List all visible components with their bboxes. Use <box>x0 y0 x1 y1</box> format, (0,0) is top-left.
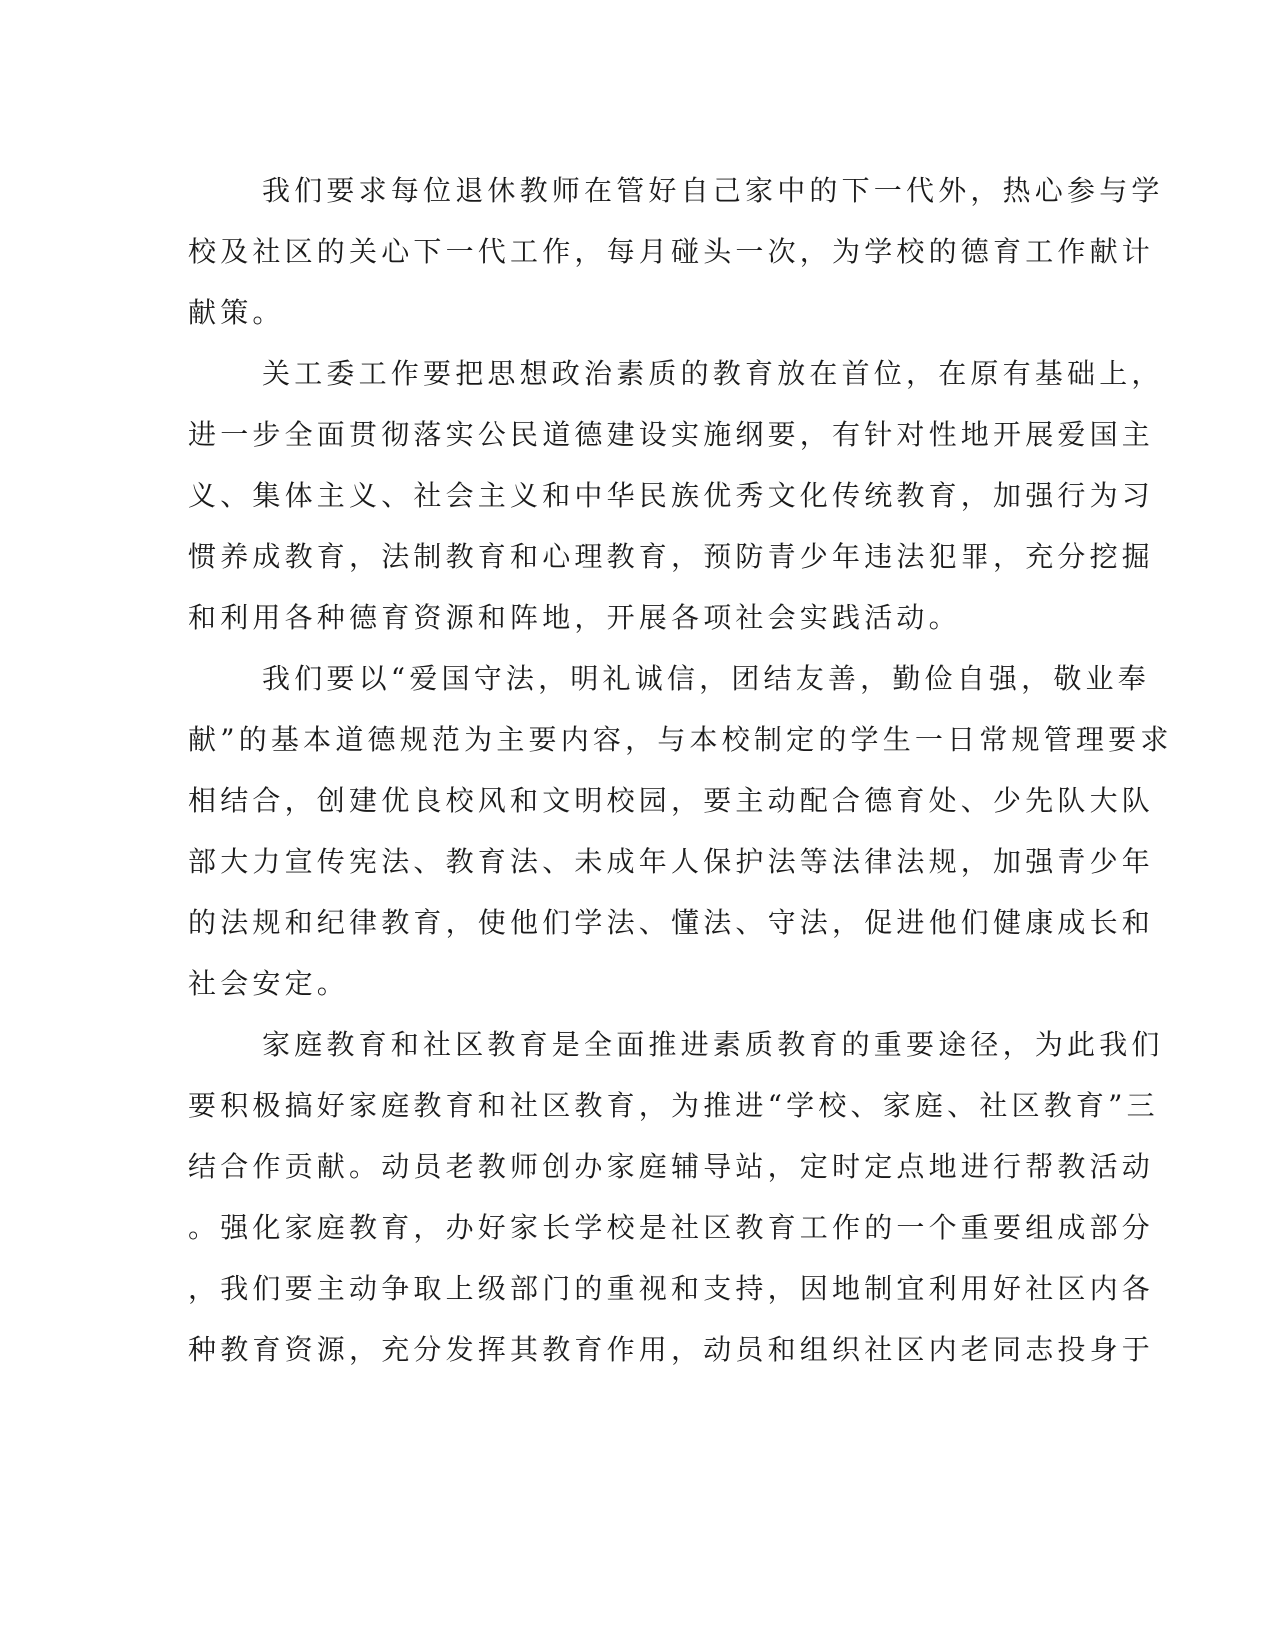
text-line: 家庭教育和社区教育是全面推进素质教育的重要途径，为此我们 <box>262 1028 1164 1061</box>
text-line: ，我们要主动争取上级部门的重视和支持，因地制宜利用好社区内各 <box>188 1272 1155 1305</box>
text-line: 进一步全面贯彻落实公民道德建设实施纲要，有针对性地开展爱国主 <box>188 418 1155 451</box>
text-line: 的法规和纪律教育，使他们学法、懂法、守法，促进他们健康成长和 <box>188 906 1155 939</box>
text-line: 结合作贡献。动员老教师创办家庭辅导站，定时定点地进行帮教活动 <box>188 1150 1155 1183</box>
text-line: 和利用各种德育资源和阵地，开展各项社会实践活动。 <box>188 601 961 634</box>
text-line: 惯养成教育，法制教育和心理教育，预防青少年违法犯罪，充分挖掘 <box>188 540 1155 573</box>
text-line: 要积极搞好家庭教育和社区教育，为推进“学校、家庭、社区教育”三 <box>188 1089 1159 1122</box>
text-line: 献”的基本道德规范为主要内容，与本校制定的学生一日常规管理要求 <box>188 723 1173 756</box>
paragraph-retired-teachers <box>188 160 1164 343</box>
text-line: 义、集体主义、社会主义和中华民族优秀文化传统教育，加强行为习 <box>188 479 1155 512</box>
text-line: 种教育资源，充分发挥其教育作用，动员和组织社区内老同志投身于 <box>188 1333 1155 1366</box>
paragraph-moral-norms <box>188 648 1173 1014</box>
text-line: 我们要求每位退休教师在管好自己家中的下一代外，热心参与学 <box>262 174 1164 207</box>
text-line: 我们要以“爱国守法，明礼诚信，团结友善，勤俭自强，敬业奉 <box>262 662 1150 695</box>
text-line: 。强化家庭教育，办好家长学校是社区教育工作的一个重要组成部分 <box>188 1211 1155 1244</box>
paragraph-committee-work <box>188 343 1164 648</box>
text-line: 校及社区的关心下一代工作，每月碰头一次，为学校的德育工作献计 <box>188 235 1155 268</box>
text-line: 相结合，创建优良校风和文明校园，要主动配合德育处、少先队大队 <box>188 784 1155 817</box>
text-line: 部大力宣传宪法、教育法、未成年人保护法等法律法规，加强青少年 <box>188 845 1155 878</box>
text-line: 关工委工作要把思想政治素质的教育放在首位，在原有基础上， <box>262 357 1164 390</box>
text-line: 社会安定。 <box>188 967 350 1000</box>
paragraph-family-community <box>188 1014 1164 1380</box>
text-line: 献策。 <box>188 296 285 329</box>
document-body <box>188 160 1173 1380</box>
